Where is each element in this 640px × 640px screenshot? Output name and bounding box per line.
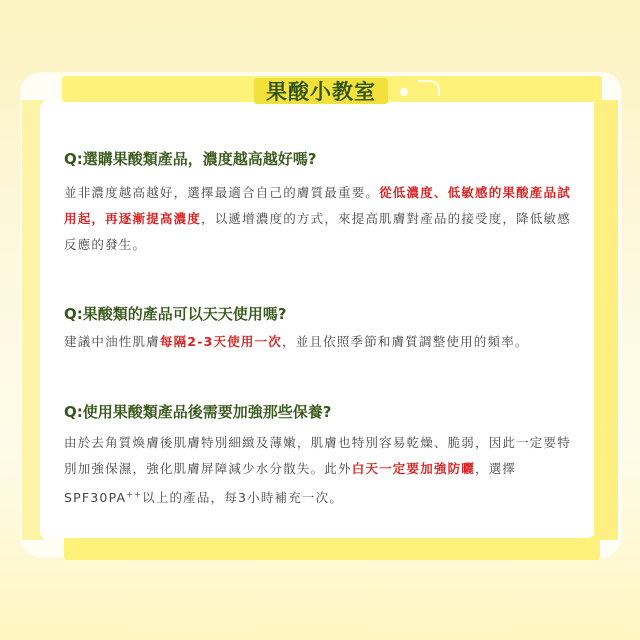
- answer-1-part-1: 並非濃度越高越好，選擇最適合自己的膚質最重要。: [64, 185, 380, 200]
- answer-3-part-3: ，選擇SPF30PA: [64, 461, 517, 506]
- question-1: Q:選購果酸類產品，濃度越高越好嗎?: [64, 150, 317, 168]
- answer-3-part-1: 由於去角質煥膚後肌膚特別細緻及薄嫩，肌膚也特別容易乾燥、脆弱，因此一定要特別加強保濕，強化肌膚屏障減少水分散失。此外: [64, 435, 571, 476]
- answer-2-highlight: 每隔2-3天使用一次: [159, 334, 282, 349]
- page-title: 果酸小教室: [266, 80, 376, 104]
- question-2: Q:果酸類的產品可以天天使用嗎?: [64, 305, 287, 323]
- answer-3-highlight: 白天一定要加強防曬: [351, 461, 476, 476]
- frame-bar-bottom: [64, 536, 600, 560]
- question-3: Q:使用果酸類產品後需要加強那些保養?: [64, 403, 332, 421]
- decoration-swoosh-icon: [418, 80, 440, 96]
- answer-1-highlight: 從低濃度、低敏感的果酸產品試用起，再逐漸提高濃度: [64, 185, 571, 226]
- frame-bar-right: [594, 100, 618, 540]
- answer-3-part-5: 以上的產品，每3小時補充一次。: [142, 490, 344, 506]
- answer-2-part-1: 建議中油性肌膚: [64, 334, 160, 349]
- answer-3-superscript: ++: [126, 490, 143, 499]
- answer-2: [64, 329, 576, 355]
- answer-2-part-3: ，並且依照季節和膚質調整使用的頻率。: [282, 334, 529, 349]
- decoration-dot-icon: [400, 88, 408, 96]
- answer-1: [64, 180, 576, 258]
- answer-3: [64, 430, 576, 511]
- answer-1-part-3: ，以遞增濃度的方式，來提高肌膚對產品的接受度，降低敏感反應的發生。: [64, 211, 571, 252]
- title-banner: [254, 78, 388, 104]
